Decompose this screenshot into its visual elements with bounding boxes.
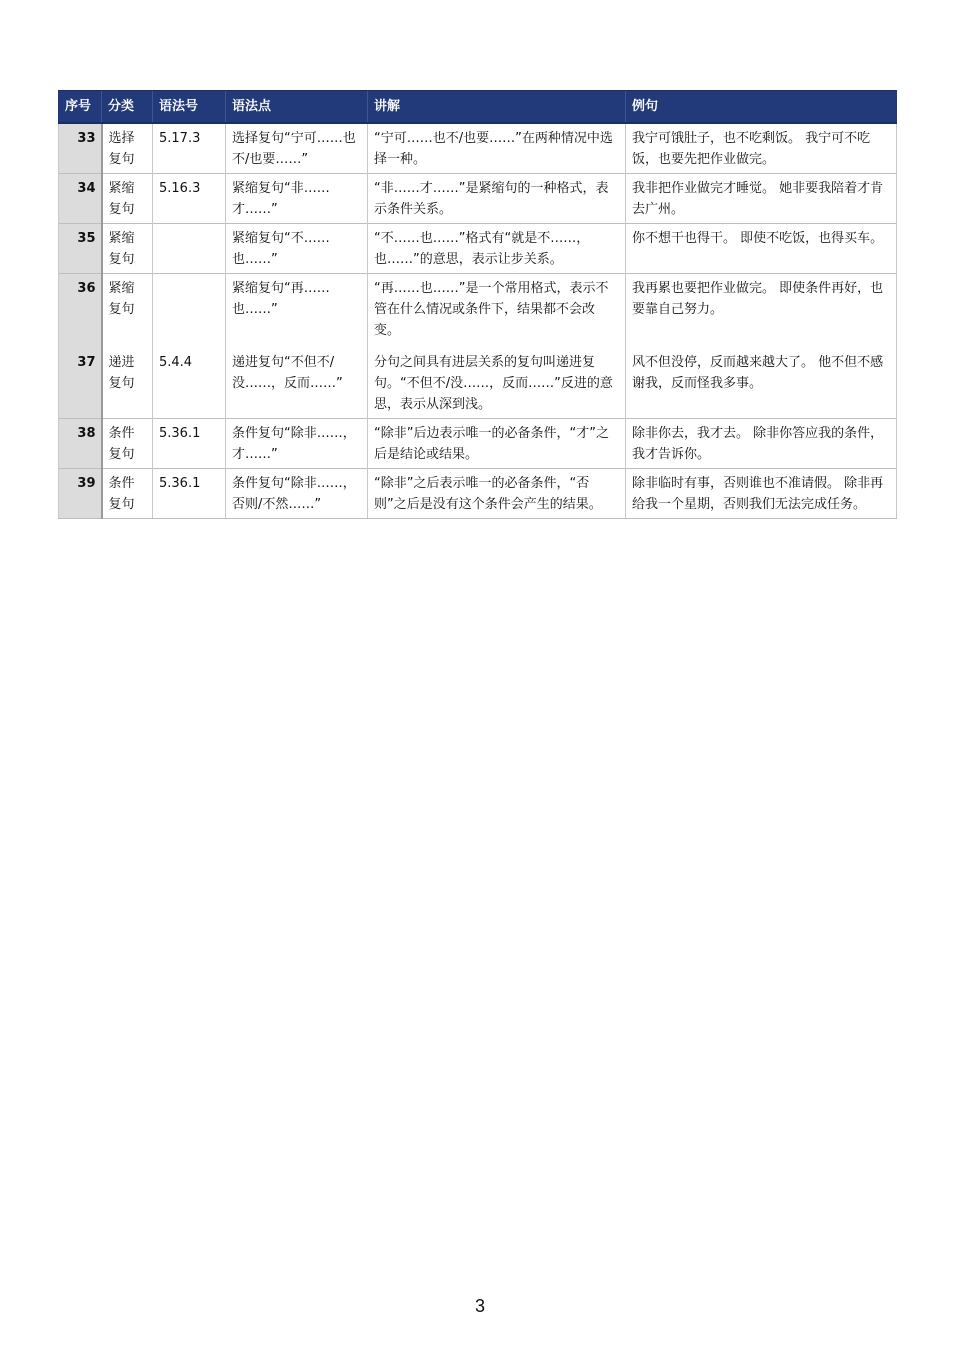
- row-number: 35: [59, 224, 102, 274]
- row-example: 你不想干也得干。 即使不吃饭，也得买车。: [626, 224, 897, 274]
- row-grammar-code: 5.17.3: [153, 123, 226, 174]
- row-explanation: 分句之间具有进层关系的复句叫递进复句。“不但不/没……，反而……”反进的意思，表示从深到浅。: [368, 344, 626, 419]
- row-grammar-point: 紧缩复句“不……也……”: [226, 224, 368, 274]
- grammar-points-table: [58, 90, 897, 519]
- row-explanation: “再……也……”是一个常用格式，表示不管在什么情况或条件下，结果都不会改变。: [368, 274, 626, 345]
- row-category: 选择复句: [102, 123, 153, 174]
- row-grammar-code: 5.4.4: [153, 344, 226, 419]
- row-number: 38: [59, 419, 102, 469]
- row-category: 条件复句: [102, 419, 153, 469]
- row-grammar-code: [153, 274, 226, 345]
- row-example: 除非你去，我才去。 除非你答应我的条件，我才告诉你。: [626, 419, 897, 469]
- row-number: 36: [59, 274, 102, 345]
- row-grammar-point: 紧缩复句“再……也……”: [226, 274, 368, 345]
- table-row: [59, 344, 897, 419]
- row-grammar-point: 条件复句“除非……，否则/不然……”: [226, 469, 368, 519]
- row-explanation: “除非”后边表示唯一的必备条件，“才”之后是结论或结果。: [368, 419, 626, 469]
- row-grammar-code: 5.16.3: [153, 174, 226, 224]
- row-category: 紧缩复句: [102, 174, 153, 224]
- table-row: [59, 469, 897, 519]
- row-grammar-code: [153, 224, 226, 274]
- row-grammar-point: 条件复句“除非……，才……”: [226, 419, 368, 469]
- table-row: [59, 224, 897, 274]
- table-row: [59, 419, 897, 469]
- header-category: 分类: [102, 91, 153, 124]
- header-number: 序号: [59, 91, 102, 124]
- header-explanation: 讲解: [368, 91, 626, 124]
- row-explanation: “不……也……”格式有“就是不……，也……”的意思，表示让步关系。: [368, 224, 626, 274]
- table-row: [59, 174, 897, 224]
- row-example: 我宁可饿肚子，也不吃剩饭。 我宁可不吃饭，也要先把作业做完。: [626, 123, 897, 174]
- row-example: 除非临时有事，否则谁也不准请假。 除非再给我一个星期，否则我们无法完成任务。: [626, 469, 897, 519]
- row-grammar-code: 5.36.1: [153, 419, 226, 469]
- table-row: [59, 274, 897, 345]
- table-header: [59, 91, 897, 124]
- row-category: 紧缩复句: [102, 224, 153, 274]
- row-grammar-code: 5.36.1: [153, 469, 226, 519]
- row-category: 递进复句: [102, 344, 153, 419]
- header-row: [59, 91, 897, 124]
- header-grammar-point: 语法点: [226, 91, 368, 124]
- table-row: [59, 123, 897, 174]
- row-grammar-point: 递进复句“不但不/没……，反而……”: [226, 344, 368, 419]
- row-example: 我非把作业做完才睡觉。 她非要我陪着才肯去广州。: [626, 174, 897, 224]
- row-example: 风不但没停，反而越来越大了。 他不但不感谢我，反而怪我多事。: [626, 344, 897, 419]
- row-number: 34: [59, 174, 102, 224]
- row-grammar-point: 紧缩复句“非……才……”: [226, 174, 368, 224]
- row-example: 我再累也要把作业做完。 即使条件再好，也要靠自己努力。: [626, 274, 897, 345]
- row-number: 37: [59, 344, 102, 419]
- row-category: 紧缩复句: [102, 274, 153, 345]
- row-category: 条件复句: [102, 469, 153, 519]
- row-explanation: “宁可……也不/也要……”在两种情况中选择一种。: [368, 123, 626, 174]
- page-number: 3: [474, 1296, 485, 1316]
- row-number: 33: [59, 123, 102, 174]
- row-number: 39: [59, 469, 102, 519]
- row-explanation: “非……才……”是紧缩句的一种格式，表示条件关系。: [368, 174, 626, 224]
- header-grammar-code: 语法号: [153, 91, 226, 124]
- row-grammar-point: 选择复句“宁可……也不/也要……”: [226, 123, 368, 174]
- header-example: 例句: [626, 91, 897, 124]
- table-body: [59, 123, 897, 519]
- row-explanation: “除非”之后表示唯一的必备条件，“否则”之后是没有这个条件会产生的结果。: [368, 469, 626, 519]
